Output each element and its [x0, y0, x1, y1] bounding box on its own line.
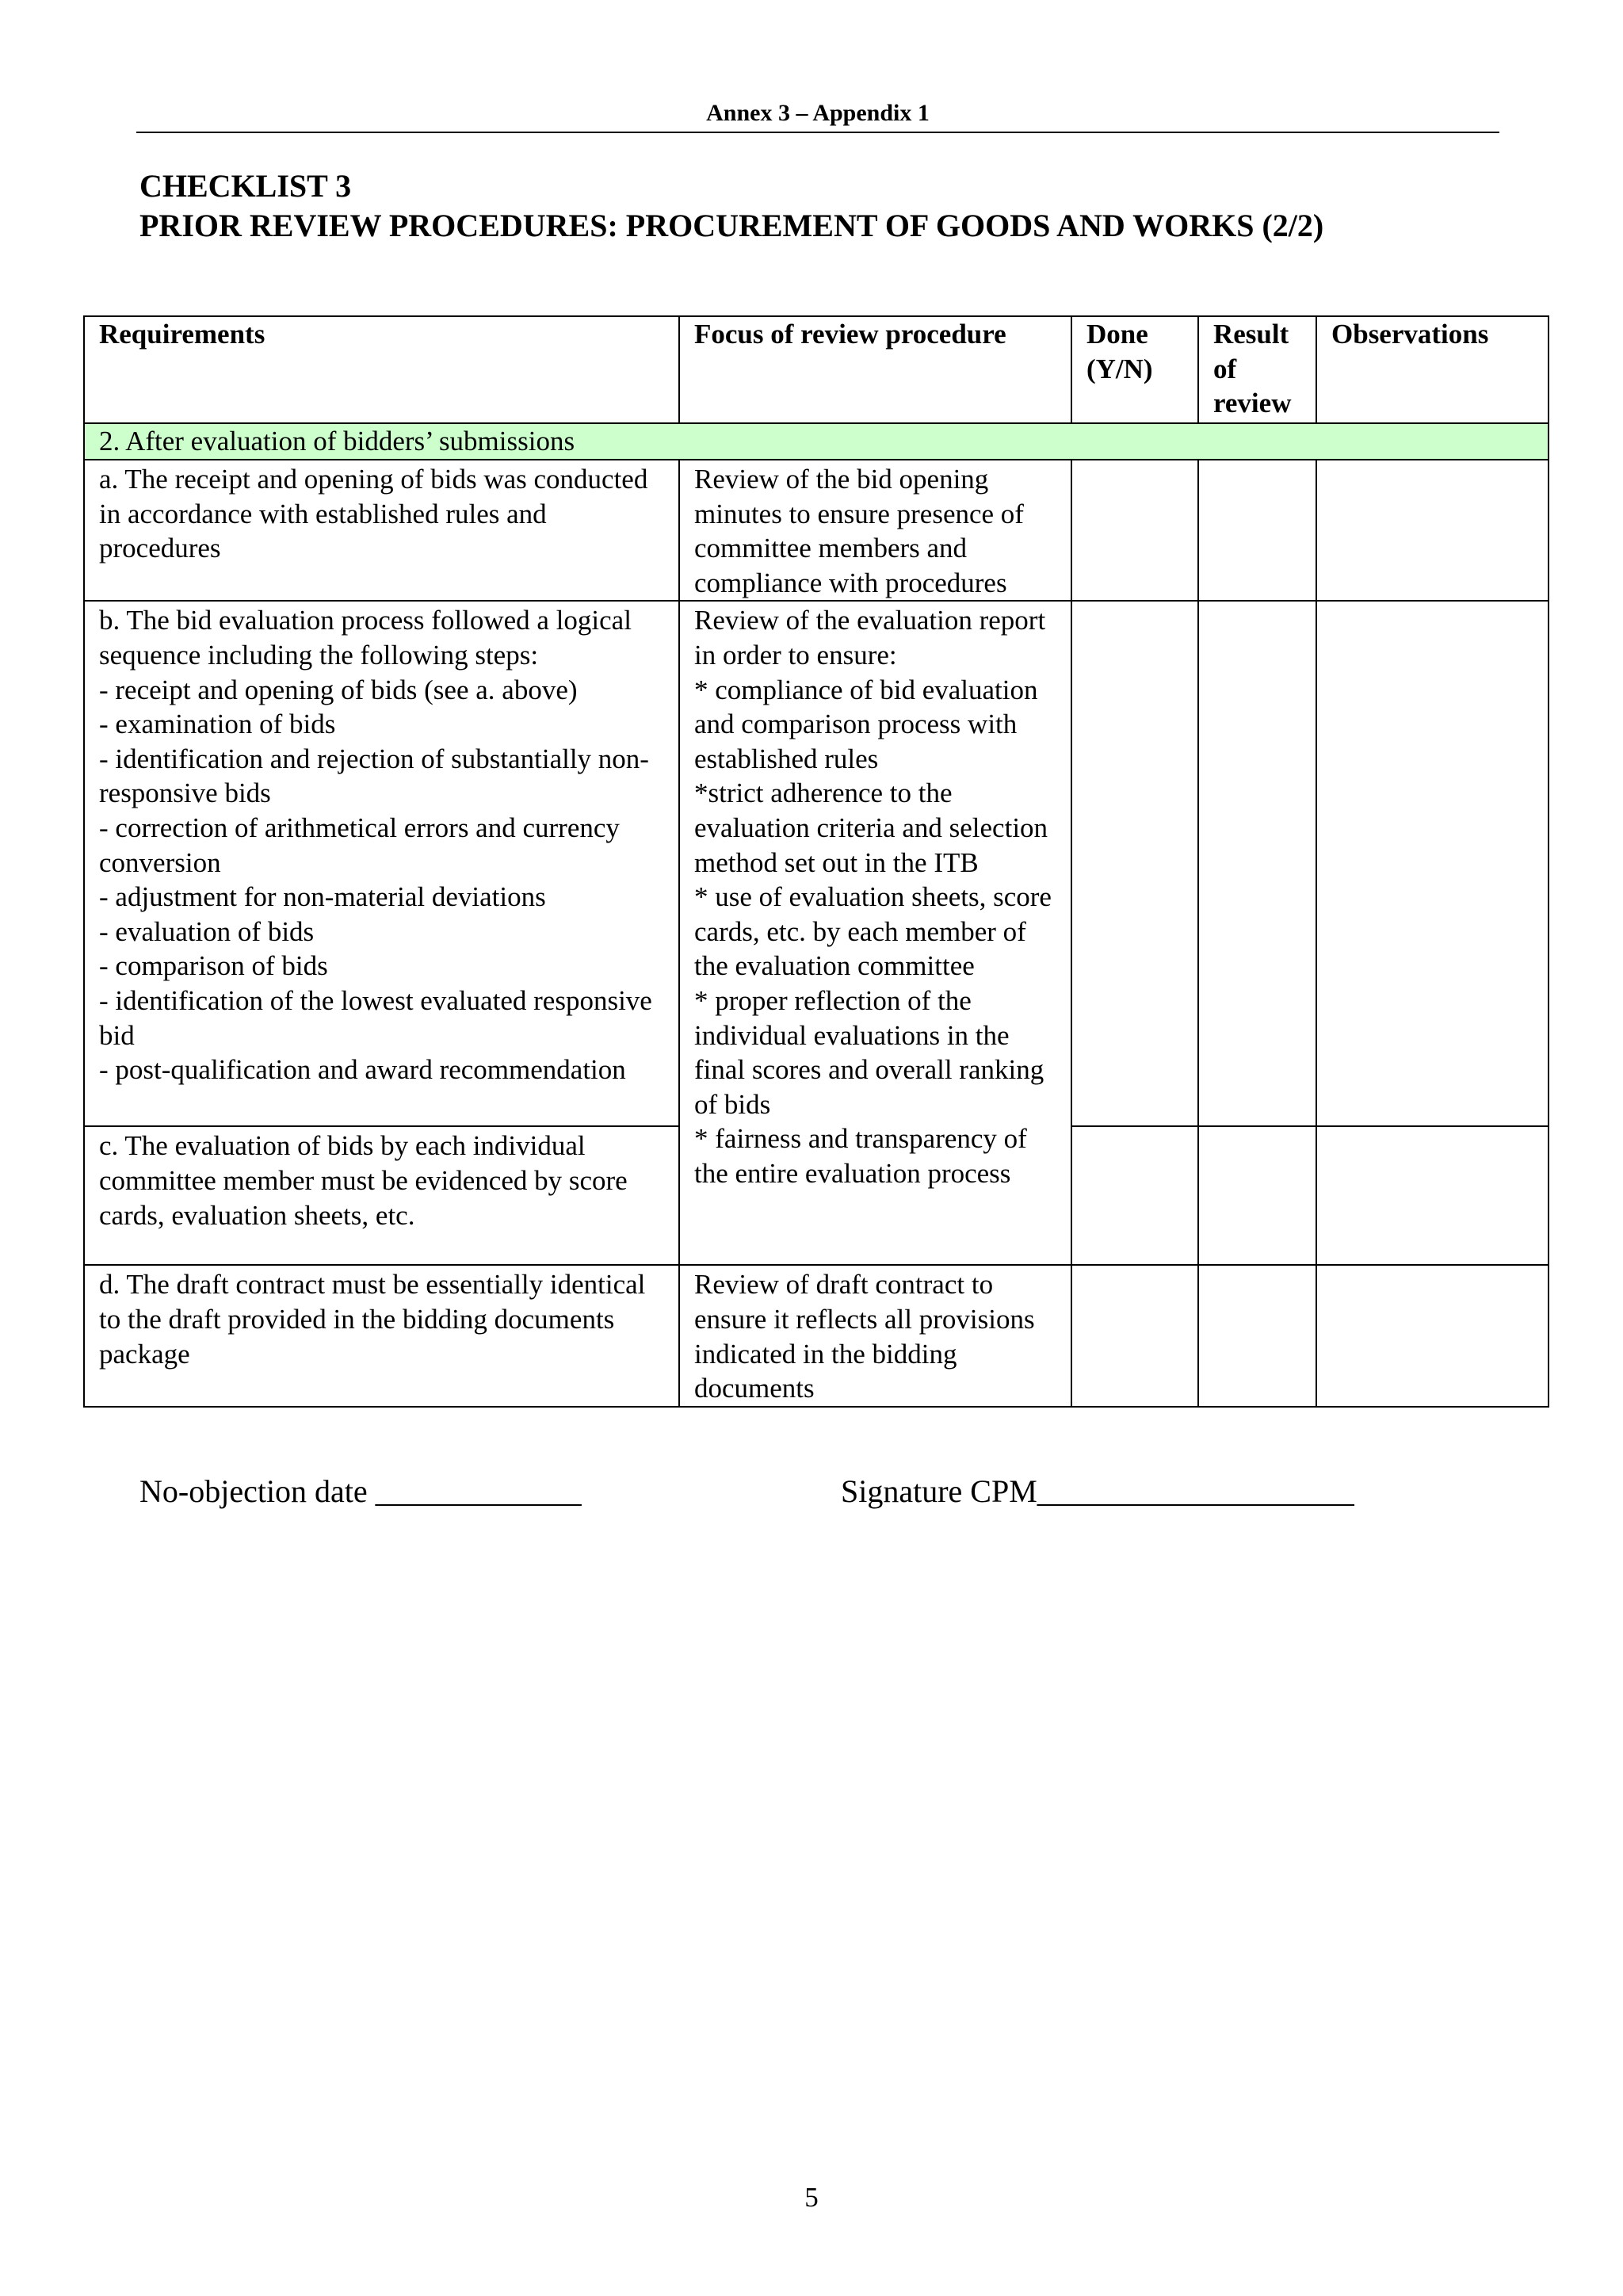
- table-row: [84, 1265, 1549, 1406]
- result-cell[interactable]: [1198, 460, 1316, 601]
- column-header-observations: Observations: [1316, 316, 1549, 423]
- done-cell[interactable]: [1071, 1126, 1198, 1265]
- column-header-result: Result of review: [1198, 316, 1316, 423]
- column-header-focus: Focus of review procedure: [679, 316, 1071, 423]
- result-cell[interactable]: [1198, 1126, 1316, 1265]
- table-row: [84, 460, 1549, 601]
- observations-cell[interactable]: [1316, 1265, 1549, 1406]
- section-title: 2. After evaluation of bidders’ submissions: [84, 423, 1549, 460]
- observations-cell[interactable]: [1316, 1126, 1549, 1265]
- focus-cell: Review of draft contract to ensure it reflects all provisions indicated in the bidding documents: [679, 1265, 1071, 1406]
- title-line-2: PRIOR REVIEW PROCEDURES: PROCUREMENT OF GOODS AND WORKS (2/2): [139, 208, 1324, 243]
- focus-cell: Review of the bid opening minutes to ensure presence of committee members and compliance with procedures: [679, 460, 1071, 601]
- requirement-cell: a. The receipt and opening of bids was conducted in accordance with established rules and procedures: [84, 460, 679, 601]
- observations-cell[interactable]: [1316, 601, 1549, 1126]
- column-header-requirements: Requirements: [84, 316, 679, 423]
- page-number: 5: [804, 2182, 819, 2213]
- signature-cpm-line: Signature CPM____________________: [841, 1473, 1354, 1509]
- checklist-table: [83, 315, 1549, 1408]
- done-cell[interactable]: [1071, 601, 1198, 1126]
- done-cell[interactable]: [1071, 460, 1198, 601]
- table-header-row: [84, 316, 1549, 423]
- result-cell[interactable]: [1198, 1265, 1316, 1406]
- focus-cell: Review of the evaluation report in order to ensure: * compliance of bid evaluation and comparison process with established rules *strict adherence to the evaluation criteria and selection method set out in the ITB * use of evaluation sheets, score cards, etc. by each member of the evaluation committee * proper reflection of the individual evaluations in the final scores and overall ranking of bids * fairness and transparency of the entire evaluation process: [679, 601, 1071, 1265]
- no-objection-date-line: No-objection date _____________: [139, 1473, 582, 1509]
- page-header: Annex 3 – Appendix 1: [136, 98, 1499, 133]
- result-cell[interactable]: [1198, 601, 1316, 1126]
- done-cell[interactable]: [1071, 1265, 1198, 1406]
- section-row: [84, 423, 1549, 460]
- title-line-1: CHECKLIST 3: [139, 168, 352, 204]
- requirement-cell: b. The bid evaluation process followed a logical sequence including the following steps: - receipt and opening of bids (see a. above) - examination of bids - identification and rejection of substantially non-responsive bids - correction of arithmetical errors and currency conversion - adjustment for non-material deviations - evaluation of bids - comparison of bids - identification of the lowest evaluated responsive bid - post-qualification and award recommendation: [84, 601, 679, 1126]
- column-header-done: Done (Y/N): [1071, 316, 1198, 423]
- requirement-cell: d. The draft contract must be essentially identical to the draft provided in the bidding documents package: [84, 1265, 679, 1406]
- document-title: [139, 166, 1323, 246]
- table-row: [84, 601, 1549, 1126]
- requirement-cell: c. The evaluation of bids by each individual committee member must be evidenced by score cards, evaluation sheets, etc.: [84, 1126, 679, 1265]
- observations-cell[interactable]: [1316, 460, 1549, 601]
